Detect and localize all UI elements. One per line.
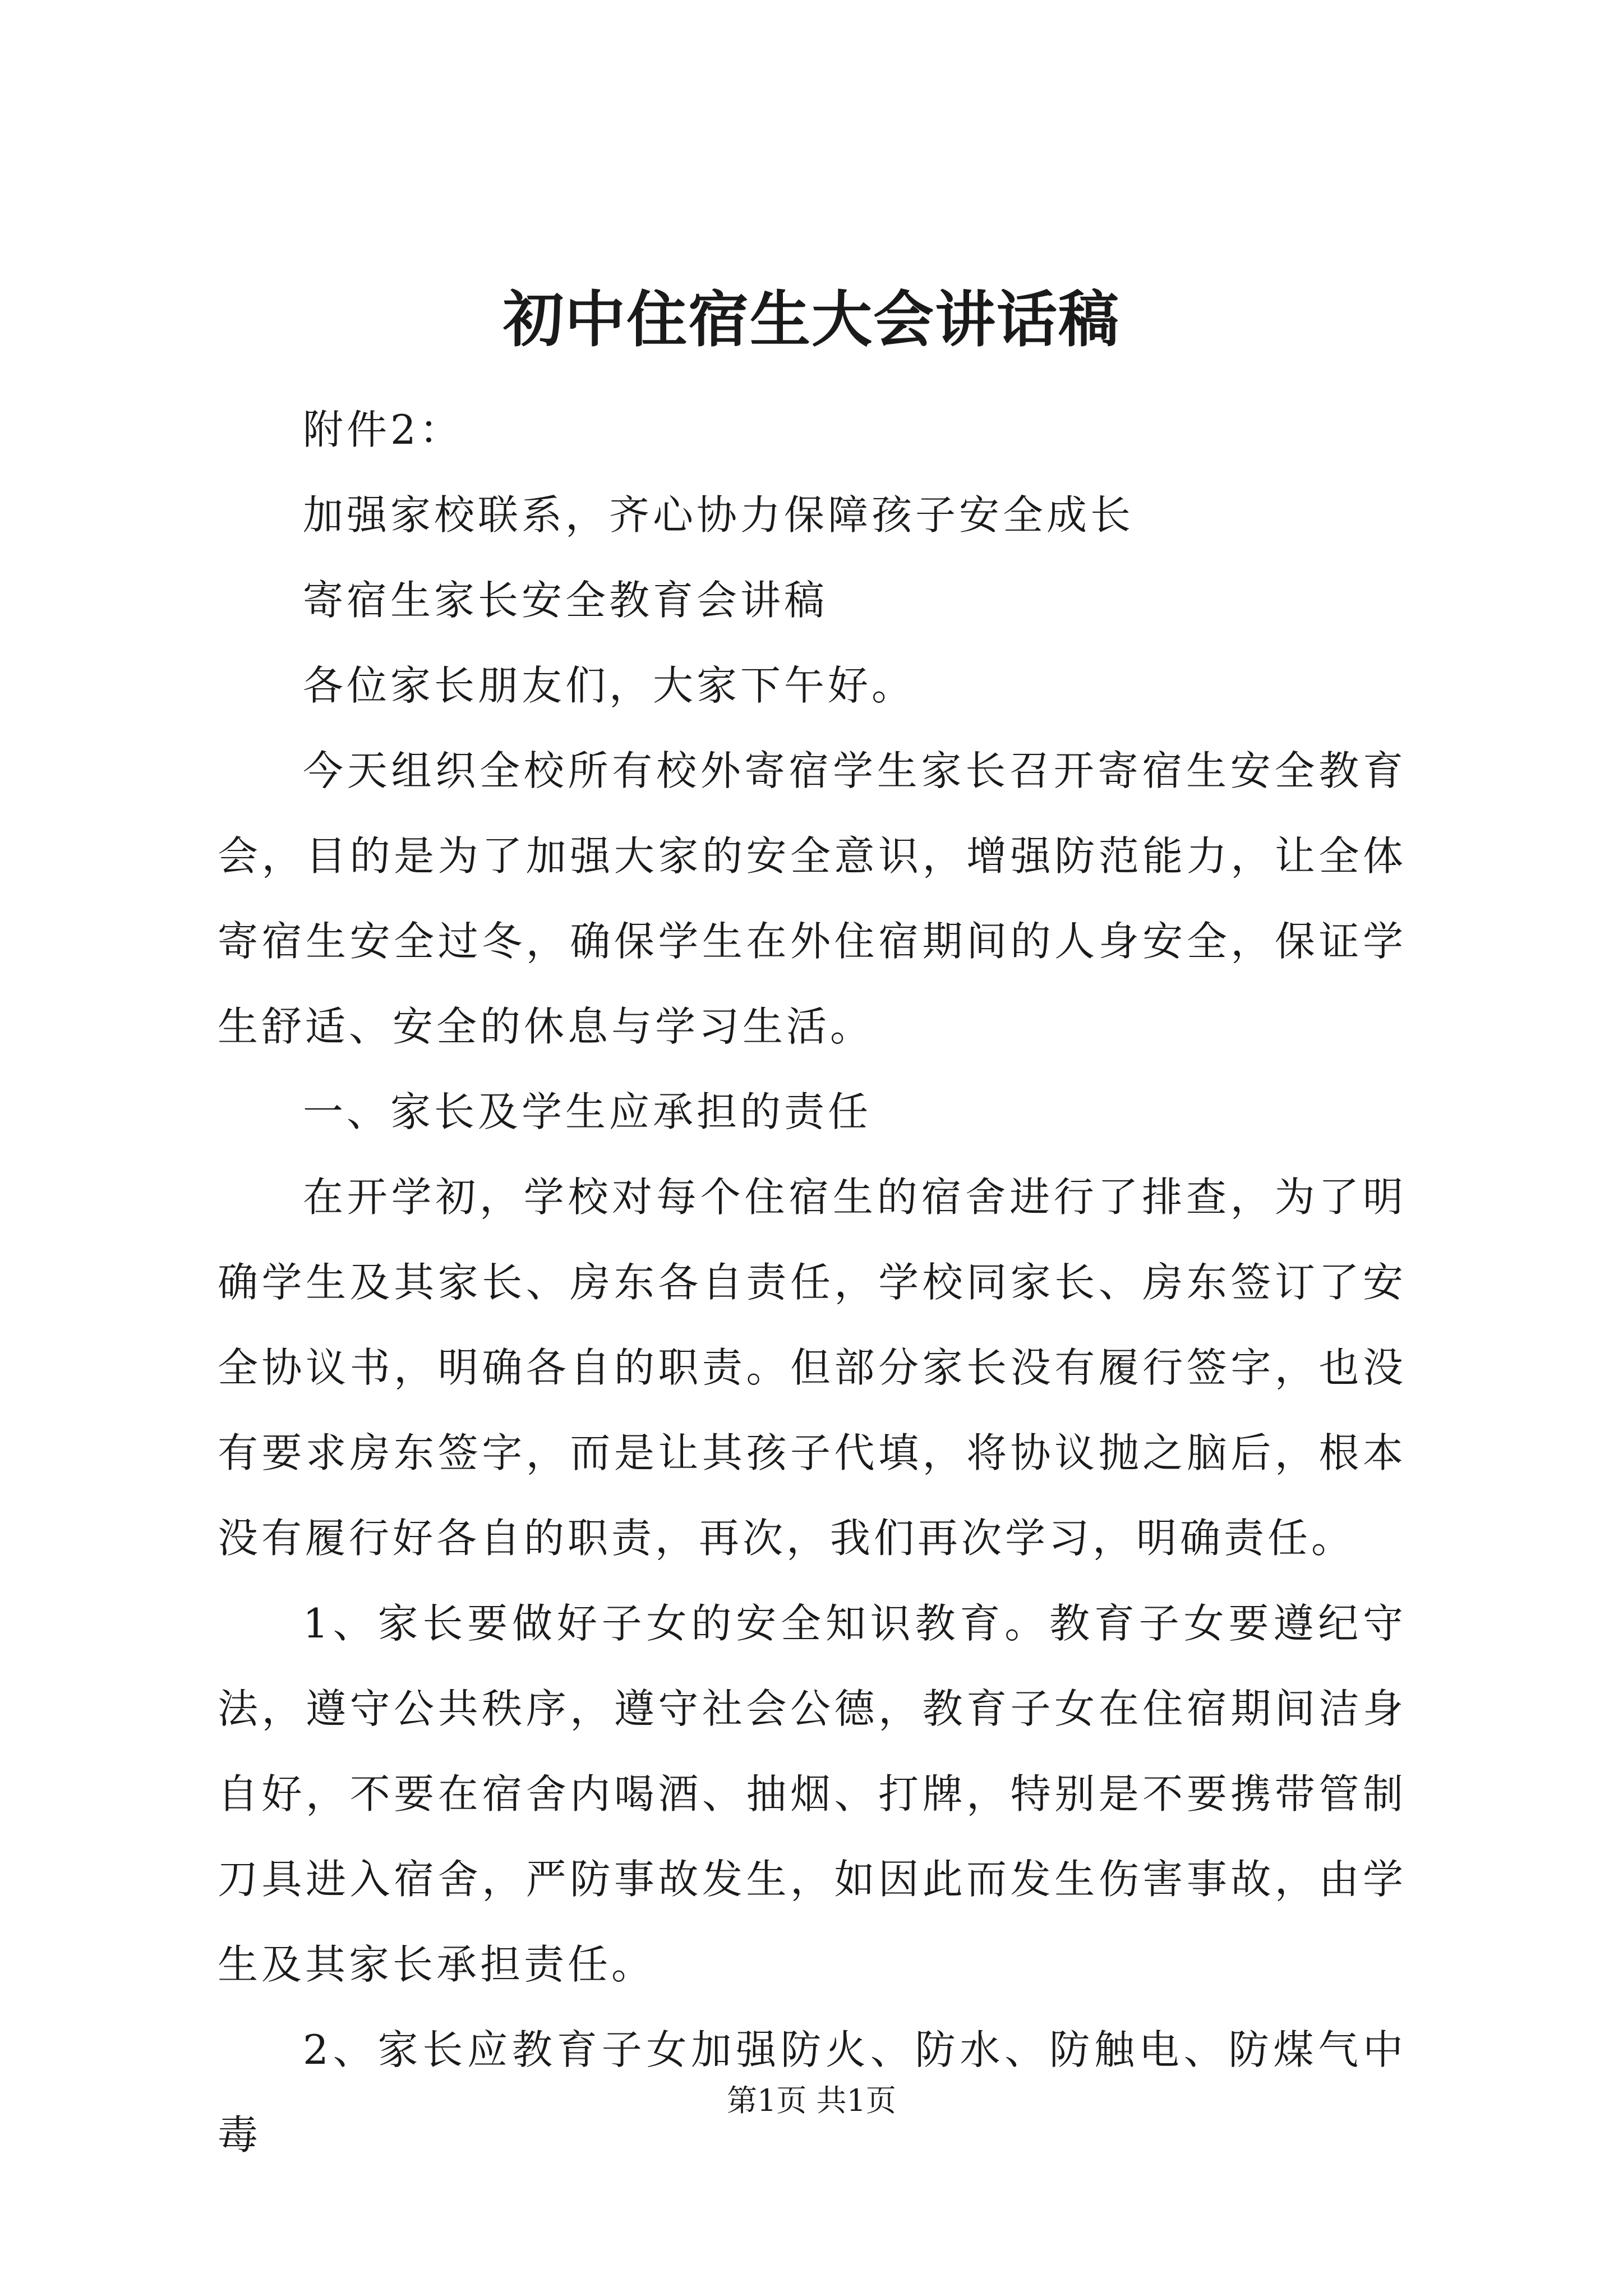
section-heading: 一、家长及学生应承担的责任 [303,1088,872,1135]
intro-paragraph: 今天组织全校所有校外寄宿学生家长召开寄宿生安全教育会，目的是为了加强大家的安全意识，增强防范能力，让全体寄宿生安全过冬，确保学生在外住宿期间的人身安全，保证学生舒适、安全的休息与学习生活。 [218,747,1407,1050]
greeting-paragraph: 各位家长朋友们，大家下午好。 [303,662,916,709]
speech-heading: 寄宿生家长安全教育会讲稿 [303,577,828,624]
document-body [218,387,1407,2178]
item-1-paragraph: 1、家长要做好子女的安全知识教育。教育子女要遵纪守法，遵守公共秩序，遵守社会公德，教育子女在住宿期间洁身自好，不要在宿舍内喝酒、抽烟、打牌，特别是不要携带管制刀具进入宿舍，严防事故发生，如因此而发生伤害事故，由学生及其家长承担责任。 [218,1600,1407,1988]
responsibility-paragraph: 在开学初，学校对每个住宿生的宿舍进行了排查，为了明确学生及其家长、房东各自责任，学校同家长、房东签订了安全协议书，明确各自的职责。但部分家长没有履行签字，也没有要求房东签字，而是让其孩子代填，将协议抛之脑后，根本没有履行好各自的职责，再次，我们再次学习，明确责任。 [218,1174,1407,1562]
document-title: 初中住宿生大会讲话稿 [502,284,1120,355]
item-2-paragraph: 2、家长应教育子女加强防火、防水、防触电、防煤气中毒 [218,2026,1407,2159]
subtitle-heading: 加强家校联系，齐心协力保障孩子安全成长 [303,491,1135,539]
attachment-label: 附件2： [303,406,463,453]
page-footer: 第1页 共1页 [727,2083,896,2118]
